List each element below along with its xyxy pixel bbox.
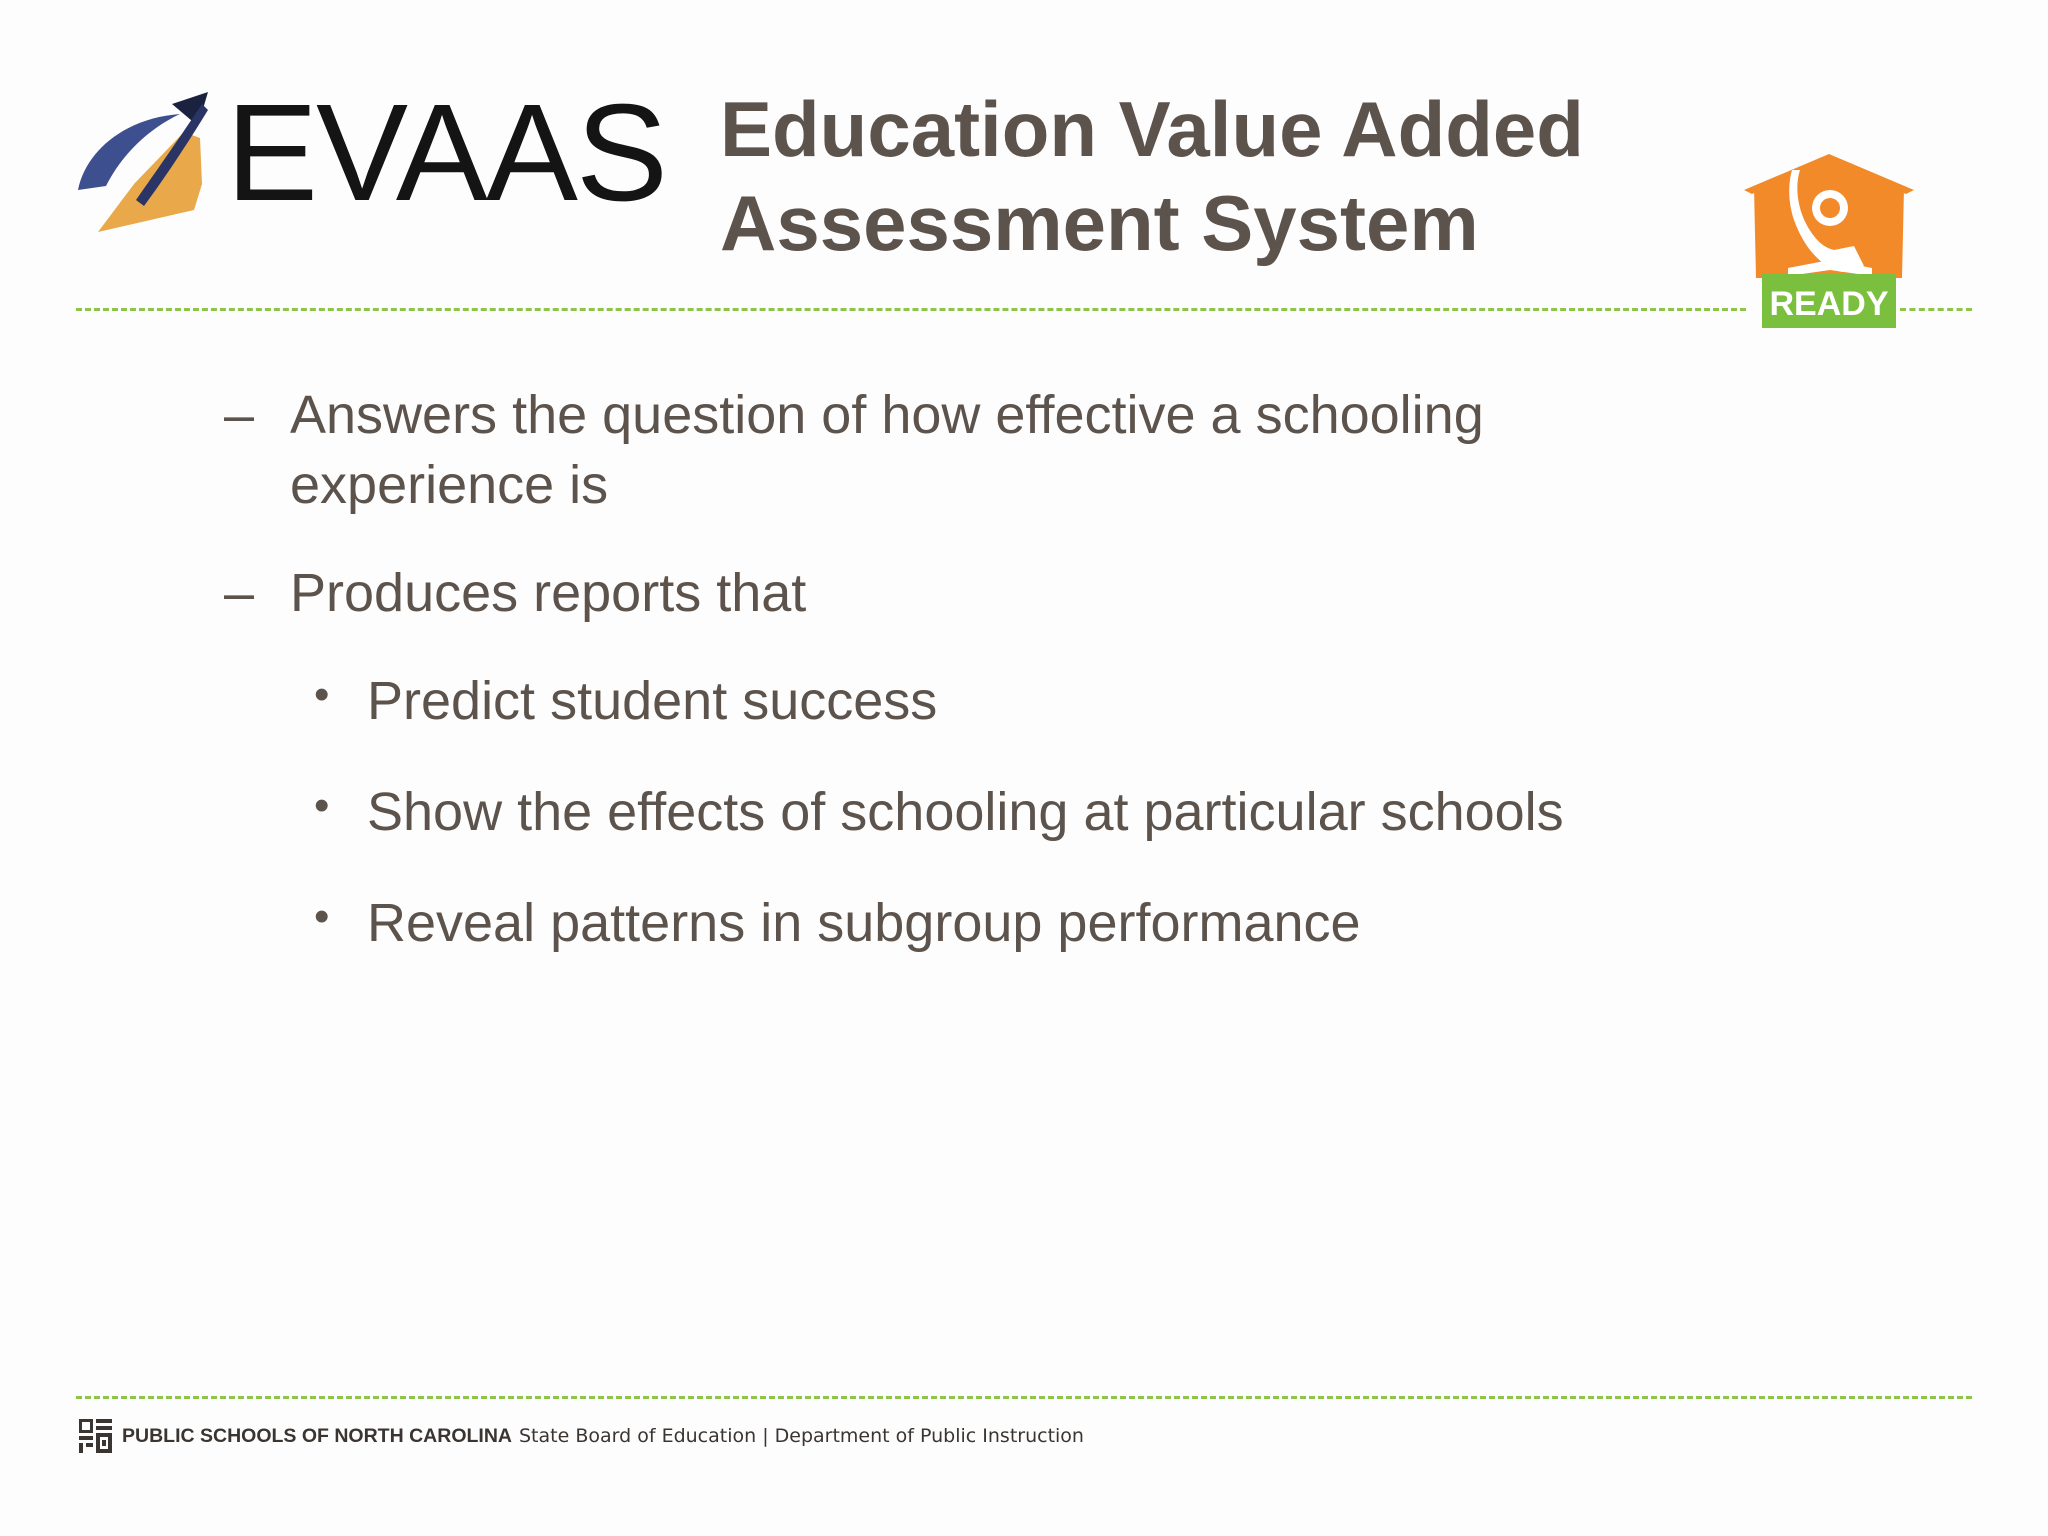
sub-bullet-text: Predict student success: [367, 671, 938, 731]
footer-affiliation: State Board of Education | Department of Public Instruction: [519, 1425, 1084, 1447]
dot-marker: •: [314, 781, 330, 830]
sub-bullet-text: Reveal patterns in subgroup performance: [367, 893, 1361, 953]
bullet-text-line2: experience is: [290, 455, 609, 515]
dash-marker: –: [224, 385, 255, 445]
footer: [78, 1416, 1084, 1456]
slide-body: [224, 380, 1824, 999]
header-divider-tail: [1900, 308, 1972, 311]
dash-marker: –: [224, 563, 255, 623]
slide-title-line2: Assessment System: [720, 179, 1479, 267]
sub-bullet-item: [314, 777, 1824, 847]
sub-bullet-item: [314, 666, 1824, 736]
slide-title-line1: Education Value Added: [720, 85, 1584, 173]
dot-marker: •: [314, 892, 330, 941]
bullet-text: Produces reports that: [290, 563, 807, 623]
footer-org-name: PUBLIC SCHOOLS OF NORTH CAROLINA: [122, 1424, 512, 1447]
bullet-text-line1: Answers the question of how effective a schooling: [290, 385, 1484, 445]
header-divider: [76, 308, 1746, 311]
sub-bullet-text: Show the effects of schooling at particular schools: [367, 782, 1564, 842]
evaas-wordmark: EVAAS: [226, 76, 666, 230]
ready-badge-text: READY: [1769, 285, 1889, 323]
bullet-item: [224, 558, 1824, 628]
nc-seal-icon: [78, 1417, 114, 1455]
dot-marker: •: [314, 670, 330, 719]
slide-title: [720, 82, 1680, 270]
evaas-logo: [76, 76, 666, 234]
bullet-item: [224, 380, 1824, 520]
ready-logo: [1744, 150, 1914, 330]
evaas-swoosh-icon: [76, 84, 216, 234]
sub-bullet-item: [314, 888, 1824, 958]
footer-divider: [76, 1396, 1972, 1399]
